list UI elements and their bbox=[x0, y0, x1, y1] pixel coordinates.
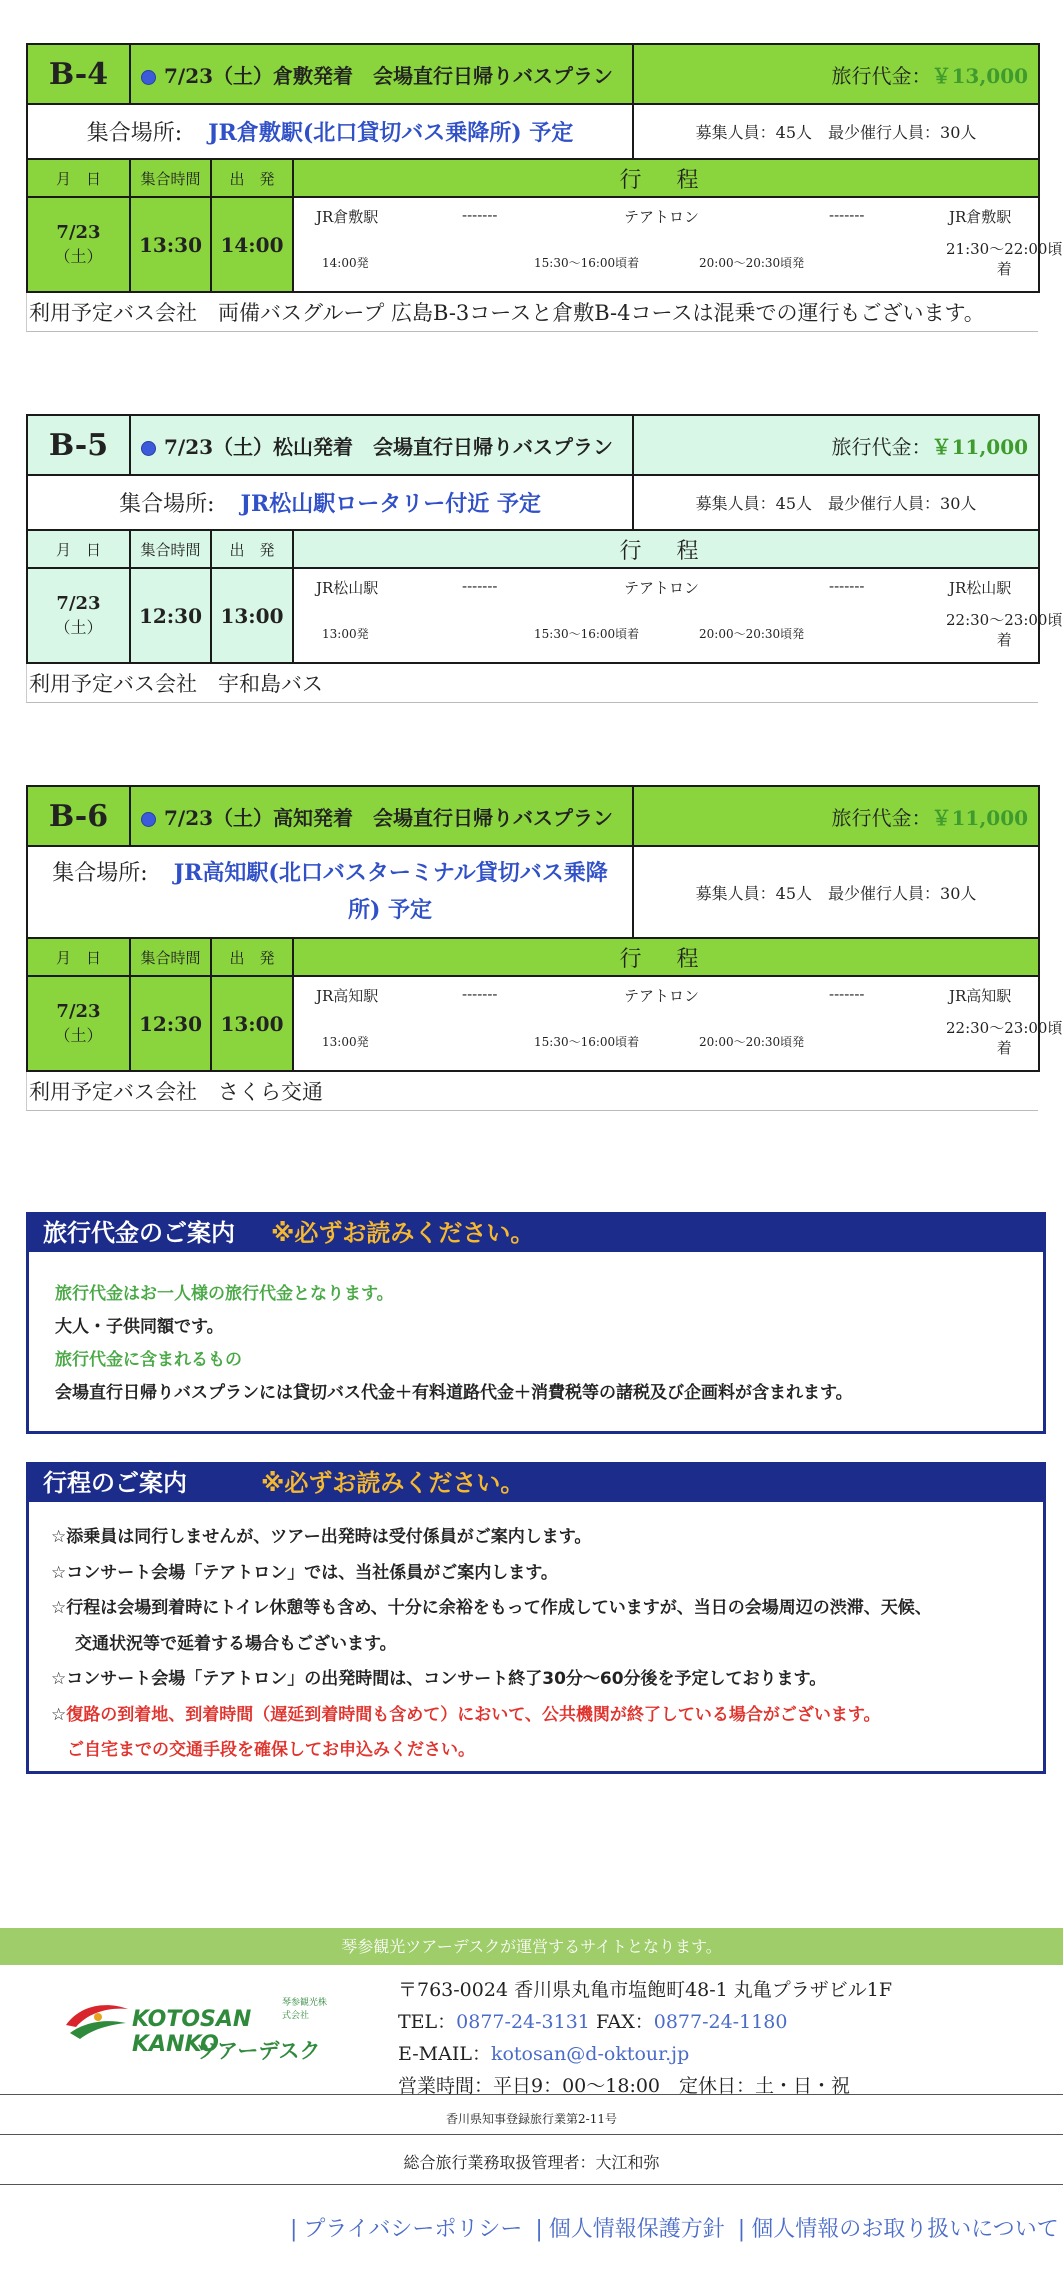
fax-link[interactable]: 0877-24-1180 bbox=[653, 2011, 788, 2033]
time-depart-venue: 20:00〜20:30頃発 bbox=[699, 256, 805, 270]
time-arrive-venue: 15:30〜16:00頃着 bbox=[534, 1035, 640, 1049]
plan-title: 7/23（土）高知発着 会場直行日帰りバスプラン bbox=[130, 786, 633, 846]
col-depart: 出 発 bbox=[211, 159, 293, 197]
col-depart: 出 発 bbox=[211, 938, 293, 976]
route-venue: テアトロン bbox=[624, 579, 700, 597]
gather-time: 12:30 bbox=[130, 568, 211, 663]
divider bbox=[0, 2134, 1063, 2135]
route-venue: テアトロン bbox=[624, 987, 700, 1005]
email-link[interactable]: kotosan@d-oktour.jp bbox=[490, 2043, 690, 2065]
route-venue: テアトロン bbox=[624, 208, 700, 226]
route-dash: ------- bbox=[829, 577, 865, 595]
business-hours: 営業時間：平日9：00〜18:00 定休日：土・日・祝 bbox=[398, 2075, 851, 2097]
price-notice-header: 旅行代金のご案内 ※必ずお読みください。 bbox=[29, 1215, 1043, 1252]
col-date: 月 日 bbox=[27, 938, 130, 976]
bus-company: 利用予定バス会社 宇和島バス bbox=[26, 664, 1038, 703]
route-origin: JR松山駅 bbox=[316, 579, 379, 597]
meeting-place: 集合場所: JR松山駅ロータリー付近 予定 bbox=[27, 475, 633, 530]
depart-time: 13:00 bbox=[211, 976, 293, 1071]
time-return: 22:30〜23:00頃 着 bbox=[946, 611, 1063, 649]
depart-time: 13:00 bbox=[211, 568, 293, 663]
notice-line: 旅行代金はお一人様の旅行代金となります。 bbox=[55, 1284, 394, 1304]
plan-b4 bbox=[26, 43, 1063, 332]
plan-b5 bbox=[26, 414, 1063, 703]
plan-code: B-6 bbox=[27, 786, 130, 846]
recruit-info: 募集人員：45人 最少催行人員：30人 bbox=[633, 846, 1039, 938]
postal-address: 〒763-0024 香川県丸亀市塩飽町48-1 丸亀プラザビル1F bbox=[398, 1979, 893, 2001]
notice-line: ☆行程は会場到着時にトイレ休憩等も含め、十分に余裕をもって作成していますが、当日の会場周辺の渋滞、天候、 bbox=[51, 1598, 932, 1618]
itinerary-notice-header: 行程のご案内 ※必ずお読みください。 bbox=[29, 1465, 1043, 1502]
registration-number: 香川県知事登録旅行業第2-11号 bbox=[446, 2112, 617, 2126]
notice-line: 交通状況等で延着する場合もございます。 bbox=[75, 1633, 397, 1654]
route-dest: JR松山駅 bbox=[949, 579, 1012, 597]
travel-manager: 総合旅行業務取扱管理者：大江和弥 bbox=[403, 2153, 660, 2172]
plan-price: 旅行代金：￥11,000 bbox=[633, 786, 1039, 846]
time-return: 22:30〜23:00頃 着 bbox=[946, 1019, 1063, 1057]
time-return: 21:30〜22:00頃 着 bbox=[946, 240, 1063, 278]
route-dest: JR高知駅 bbox=[949, 987, 1012, 1005]
notice-line: 会場直行日帰りバスプランには貸切バス代金＋有料道路代金＋消費税等の諸税及び企画料が含まれます。 bbox=[55, 1383, 853, 1403]
bus-company: 利用予定バス会社 さくら交通 bbox=[26, 1072, 1038, 1111]
bullet-icon bbox=[141, 812, 156, 827]
company-address bbox=[398, 1974, 892, 2102]
plan-price: 旅行代金：￥11,000 bbox=[633, 415, 1039, 475]
route-dash: ------- bbox=[462, 577, 498, 595]
privacy-policy-link[interactable]: プライバシーポリシー bbox=[303, 2217, 523, 2242]
plan-b6 bbox=[26, 785, 1063, 1111]
route-origin: JR高知駅 bbox=[316, 987, 379, 1005]
col-date: 月 日 bbox=[27, 159, 130, 197]
col-itinerary: 行 程 bbox=[293, 938, 1039, 976]
time-depart: 14:00発 bbox=[322, 256, 369, 270]
personal-info-handling-link[interactable]: 個人情報のお取り扱いについて bbox=[751, 2217, 1059, 2242]
route-dash: ------- bbox=[462, 206, 498, 224]
route bbox=[293, 197, 1063, 292]
time-depart: 13:00発 bbox=[322, 1035, 369, 1049]
notice-line: ☆コンサート会場「テアトロン」では、当社係員がご案内します。 bbox=[51, 1562, 558, 1583]
time-depart-venue: 20:00〜20:30頃発 bbox=[699, 1035, 805, 1049]
meeting-place: 集合場所: JR高知駅(北口バスターミナル貸切バス乗降 所) 予定 bbox=[27, 846, 633, 938]
company-logo[interactable] bbox=[62, 1995, 332, 2065]
plan-table bbox=[26, 785, 1063, 1072]
price-notice bbox=[26, 1212, 1046, 1434]
email-line: E-MAIL：kotosan@d-oktour.jp bbox=[398, 2043, 690, 2065]
route-dest: JR倉敷駅 bbox=[949, 208, 1012, 226]
col-itinerary: 行 程 bbox=[293, 530, 1039, 568]
route-dash: ------- bbox=[829, 206, 865, 224]
col-gather: 集合時間 bbox=[130, 938, 211, 976]
bullet-icon bbox=[141, 441, 156, 456]
col-gather: 集合時間 bbox=[130, 530, 211, 568]
notice-line: 大人・子供同額です。 bbox=[55, 1317, 224, 1337]
divider bbox=[0, 2184, 1063, 2185]
tel-link[interactable]: 0877-24-3131 bbox=[456, 2011, 590, 2033]
plan-date: 7/23 （土） bbox=[27, 197, 130, 292]
footer-links: | プライバシーポリシー | 個人情報保護方針 | 個人情報のお取り扱いについて bbox=[290, 2217, 1059, 2242]
recruit-info: 募集人員：45人 最少催行人員：30人 bbox=[633, 104, 1039, 159]
meeting-place: 集合場所: JR倉敷駅(北口貸切バス乗降所) 予定 bbox=[27, 104, 633, 159]
notice-line: 旅行代金に含まれるもの bbox=[55, 1350, 242, 1370]
notice-line: ☆コンサート会場「テアトロン」の出発時間は、コンサート終了30分〜60分後を予定しております。 bbox=[51, 1669, 827, 1689]
plan-price: 旅行代金：￥13,000 bbox=[633, 44, 1039, 104]
time-depart: 13:00発 bbox=[322, 627, 369, 641]
col-date: 月 日 bbox=[27, 530, 130, 568]
divider bbox=[0, 2094, 1063, 2095]
time-depart-venue: 20:00〜20:30頃発 bbox=[699, 627, 805, 641]
depart-time: 14:00 bbox=[211, 197, 293, 292]
price-notice-body bbox=[29, 1252, 1043, 1410]
notice-line: ☆復路の到着地、到着時間（遅延到着時間も含めて）において、公共機関が終了している場合がございます。 bbox=[51, 1704, 881, 1725]
plan-code: B-5 bbox=[27, 415, 130, 475]
route bbox=[293, 568, 1063, 663]
time-arrive-venue: 15:30〜16:00頃着 bbox=[534, 256, 640, 270]
recruit-info: 募集人員：45人 最少催行人員：30人 bbox=[633, 475, 1039, 530]
col-depart: 出 発 bbox=[211, 530, 293, 568]
bus-company: 利用予定バス会社 両備バスグループ 広島B-3コースと倉敷B-4コースは混乗での運行もございます。 bbox=[26, 293, 1038, 332]
route-origin: JR倉敷駅 bbox=[316, 208, 379, 226]
gather-time: 12:30 bbox=[130, 976, 211, 1071]
phone-line: TEL：0877-24-3131 FAX：0877-24-1180 bbox=[398, 2011, 788, 2033]
time-arrive-venue: 15:30〜16:00頃着 bbox=[534, 627, 640, 641]
itinerary-notice-body bbox=[29, 1502, 1043, 1769]
notice-line: ご自宅までの交通手段を確保してお申込みください。 bbox=[67, 1740, 475, 1760]
col-gather: 集合時間 bbox=[130, 159, 211, 197]
logo-sub-text: ツアーデスク bbox=[196, 2039, 321, 2063]
plan-date: 7/23 （土） bbox=[27, 568, 130, 663]
footer-band: 琴参観光ツアーデスクが運営するサイトとなります。 bbox=[0, 1928, 1063, 1965]
plan-title: 7/23（土）倉敷発着 会場直行日帰りバスプラン bbox=[130, 44, 633, 104]
logo-main-text: KOTOSAN KANKO bbox=[132, 2007, 252, 2057]
notice-line: ☆添乗員は同行しませんが、ツアー出発時は受付係員がご案内します。 bbox=[51, 1527, 592, 1547]
logo-swoosh-icon bbox=[62, 1999, 132, 2043]
plan-date: 7/23 （土） bbox=[27, 976, 130, 1071]
route bbox=[293, 976, 1063, 1071]
plan-table bbox=[26, 414, 1063, 664]
route-dash: ------- bbox=[462, 985, 498, 1003]
col-itinerary: 行 程 bbox=[293, 159, 1039, 197]
plan-code: B-4 bbox=[27, 44, 130, 104]
personal-info-policy-link[interactable]: 個人情報保護方針 bbox=[548, 2217, 725, 2242]
route-dash: ------- bbox=[829, 985, 865, 1003]
gather-time: 13:30 bbox=[130, 197, 211, 292]
bullet-icon bbox=[141, 70, 156, 85]
logo-small-text: 琴参観光株式会社 bbox=[282, 1998, 328, 2021]
itinerary-notice bbox=[26, 1462, 1046, 1774]
plan-title: 7/23（土）松山発着 会場直行日帰りバスプラン bbox=[130, 415, 633, 475]
plan-table bbox=[26, 43, 1063, 293]
